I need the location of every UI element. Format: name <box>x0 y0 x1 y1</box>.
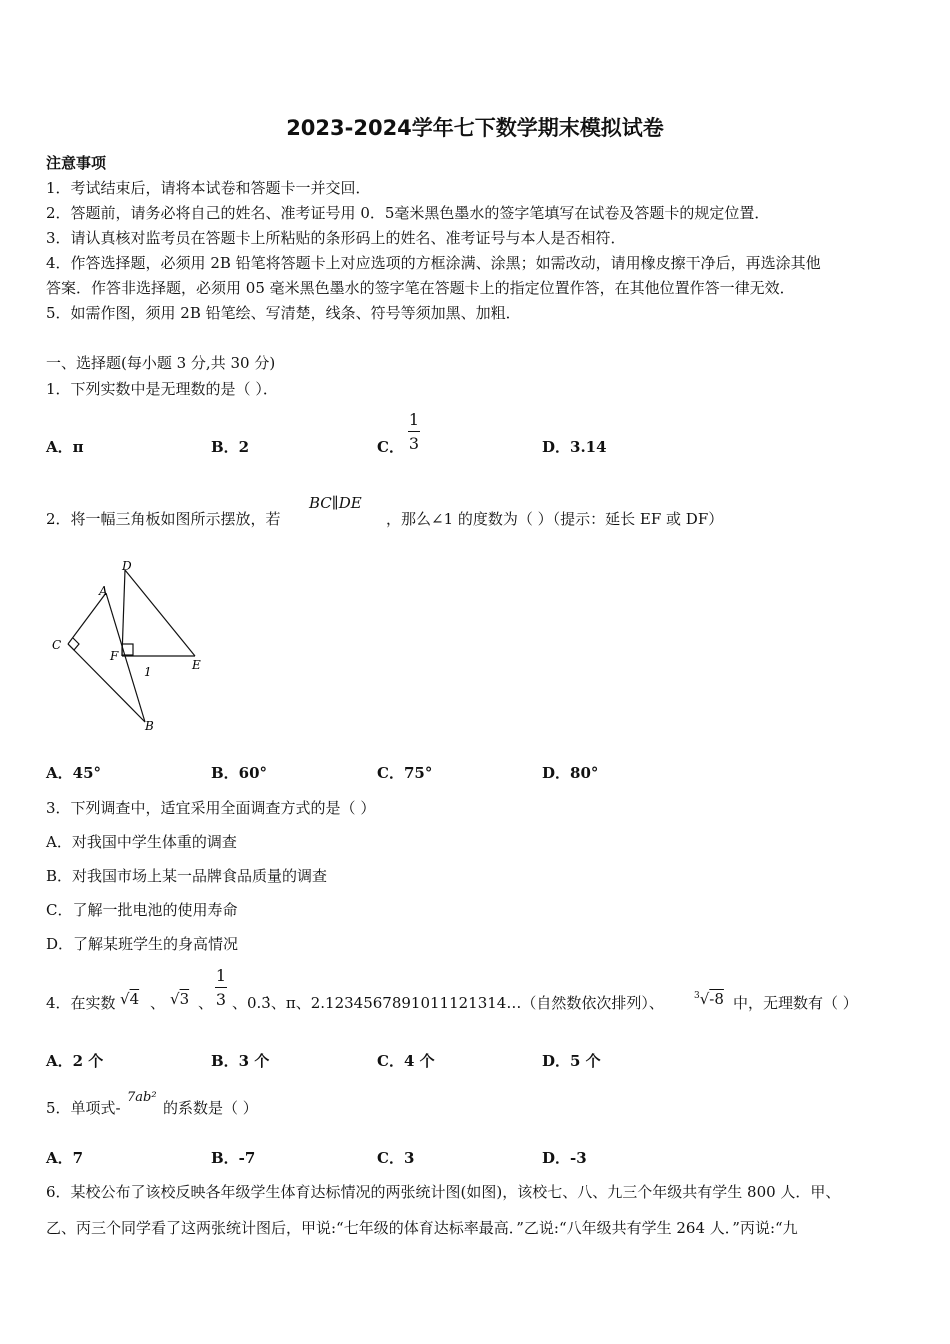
sqrt-radicand: 3 <box>179 990 190 1008</box>
q4-fraction <box>213 966 229 1009</box>
q2-option-c[interactable]: C．75° <box>377 764 433 782</box>
q3-option-c[interactable]: C．了解一批电池的使用寿命 <box>46 901 238 919</box>
q4-middle-text: 、0.3̇、π、2.1234567891011121314…（自然数依次排列）、 <box>232 994 664 1012</box>
label-b: B <box>145 719 154 733</box>
notice-item: 3．请认真核对监考员在答题卡上所粘贴的条形码上的姓名、准考证号与本人是否相符． <box>46 229 626 247</box>
q4-separator: 、 <box>150 994 166 1012</box>
q4-sqrt-4: √4 <box>120 990 140 1008</box>
sqrt-radicand: 4 <box>129 990 140 1008</box>
q4-sqrt-3: √3 <box>170 990 190 1008</box>
q2-option-a[interactable]: A．45° <box>46 764 102 782</box>
q4-option-b[interactable]: B．3 个 <box>211 1052 270 1070</box>
label-c: C <box>52 638 62 652</box>
q3-option-d[interactable]: D．了解某班学生的身高情况 <box>46 935 239 953</box>
notice-item: 2．答题前，请务必将自己的姓名、准考证号用 0．5毫米黑色墨水的签字笔填写在试卷及答题卡的规定位置． <box>46 204 770 222</box>
q2-stem-post: ，那么∠1 的度数为（ ）（提示：延长 EF 或 DF） <box>386 510 724 528</box>
q5-stem-post: 的系数是（ ） <box>163 1099 258 1117</box>
q2-math: BC∥DE <box>309 494 362 512</box>
page-title: 2023-2024学年七下数学期末模拟试卷 <box>286 116 664 140</box>
notice-item: 答案．作答非选择题，必须用 05 毫米黑色墨水的签字笔在答题卡上的指定位置作答，在其他位置作答一律无效． <box>46 279 795 297</box>
q3-option-a[interactable]: A．对我国中学生体重的调查 <box>46 833 237 851</box>
q4-option-d[interactable]: D．5 个 <box>542 1052 601 1070</box>
q4-stem-post: 中，无理数有（ ） <box>733 994 858 1012</box>
label-d: D <box>122 559 132 573</box>
label-angle-1: 1 <box>144 665 152 679</box>
label-f: F <box>110 649 119 663</box>
label-e: E <box>192 658 201 672</box>
fraction-numerator: 1 <box>408 410 420 429</box>
q2-option-d[interactable]: D．80° <box>542 764 599 782</box>
q1-option-c[interactable]: C． <box>377 438 404 456</box>
notice-item: 4．作答选择题，必须用 2B 铅笔将答题卡上对应选项的方框涂满、涂黑；如需改动，请用橡皮擦干净后，再选涂其他 <box>46 254 821 272</box>
q1-option-d[interactable]: D．3.14 <box>542 438 607 456</box>
q1-stem: 1．下列实数中是无理数的是（ ）． <box>46 380 278 398</box>
root-index: 3 <box>694 991 700 1001</box>
q2-option-b[interactable]: B．60° <box>211 764 268 782</box>
q1-option-a[interactable]: A．π <box>46 438 84 456</box>
section-heading: 一、选择题(每小题 3 分,共 30 分) <box>46 354 276 372</box>
q6-stem-line1: 6．某校公布了该校反映各年级学生体育达标情况的两张统计图(如图)，该校七、八、九三个年级共有学生 800 人．甲、 <box>46 1183 841 1201</box>
q4-stem-pre: 4．在实数 <box>46 994 116 1012</box>
q3-stem: 3．下列调查中，适宜采用全面调查方式的是（ ） <box>46 799 376 817</box>
q4-separator: 、 <box>198 994 214 1012</box>
q1-option-b[interactable]: B．2 <box>211 438 250 456</box>
q6-stem-line2: 乙、丙三个同学看了这两张统计图后，甲说:“七年级的体育达标率最高．”乙说:“八年级共有学生 264 人．”丙说:“九 <box>46 1219 798 1237</box>
fraction-denominator: 3 <box>215 990 227 1009</box>
notice-item: 1．考试结束后，请将本试卷和答题卡一并交回． <box>46 179 371 197</box>
notice-heading: 注意事项 <box>46 154 107 172</box>
q5-monomial: 7ab² <box>127 1090 157 1105</box>
q5-option-c[interactable]: C．3 <box>377 1149 415 1167</box>
q2-triangle-figure <box>40 550 220 740</box>
q2-stem-pre: 2．将一幅三角板如图所示摆放，若 <box>46 510 281 528</box>
q3-option-b[interactable]: B．对我国市场上某一品牌食品质量的调查 <box>46 867 328 885</box>
q1-option-c-fraction <box>406 410 422 453</box>
q4-cube-root: $^3$√-8 <box>694 990 724 1008</box>
q5-stem-pre: 5．单项式- <box>46 1099 121 1117</box>
q5-option-a[interactable]: A．7 <box>46 1149 84 1167</box>
fraction-denominator: 3 <box>408 434 420 453</box>
notice-item: 5．如需作图，须用 2B 铅笔绘、写清楚，线条、符号等须加黑、加粗． <box>46 304 521 322</box>
q5-option-b[interactable]: B．-7 <box>211 1149 256 1167</box>
q4-option-c[interactable]: C．4 个 <box>377 1052 435 1070</box>
q4-option-a[interactable]: A．2 个 <box>46 1052 104 1070</box>
root-radicand: -8 <box>709 990 724 1008</box>
q5-option-d[interactable]: D．-3 <box>542 1149 587 1167</box>
fraction-numerator: 1 <box>215 966 227 985</box>
label-a: A <box>99 584 108 598</box>
